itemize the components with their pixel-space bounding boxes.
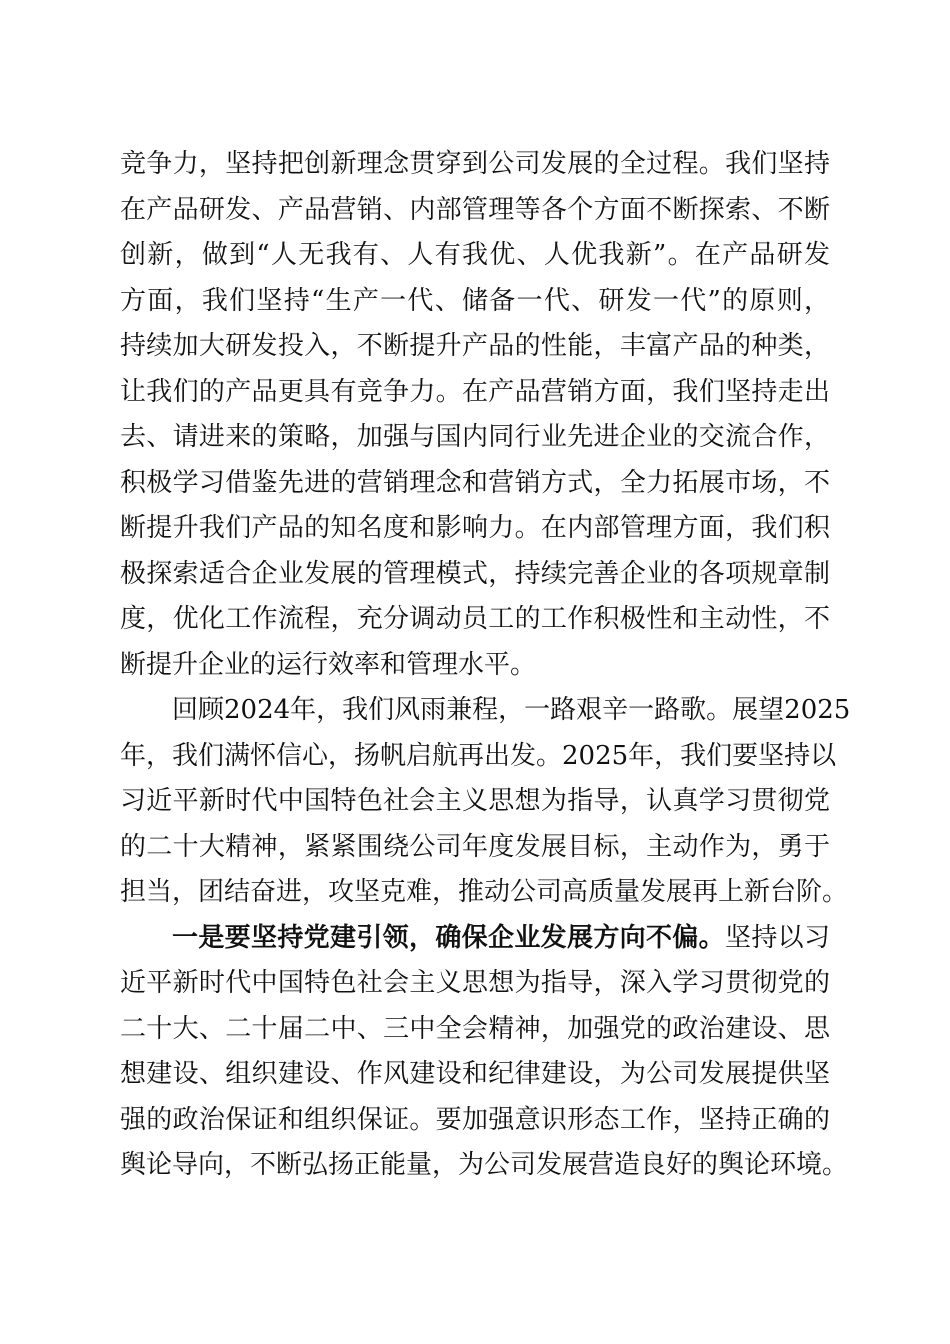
- text-line: 极探索适合企业发展的管理模式，持续完善企业的各项规章制: [120, 558, 830, 589]
- text-line: 想建设、组织建设、作风建设和纪律建设，为公司发展提供坚: [120, 1059, 830, 1089]
- text-line: 的二十大精神，紧紧围绕公司年度发展目标，主动作为，勇于: [120, 831, 830, 862]
- text-line: 去、请进来的策略，加强与国内同行业先进企业的交流合作，: [120, 422, 830, 452]
- text-line: [120, 916, 830, 962]
- text-line: 回顾2024年，我们风雨兼程，一路艰辛一路歌。展望2025: [172, 695, 851, 725]
- text-line: 持续加大研发投入，不断提升产品的性能，丰富产品的种类，: [120, 331, 830, 361]
- text-line: 积极学习借鉴先进的营销理念和营销方式，全力拓展市场，不: [120, 467, 830, 498]
- text-line: 度，优化工作流程，充分调动员工的工作积极性和主动性，不: [120, 604, 830, 634]
- section-heading: 一是要坚持党建引领，确保企业发展方向不偏。: [172, 922, 725, 953]
- text-line: 近平新时代中国特色社会主义思想为指导，深入学习贯彻党的: [120, 968, 830, 998]
- document-body: [120, 142, 851, 1189]
- text-line: 担当，团结奋进，攻坚克难，推动公司高质量发展再上新台阶。: [120, 877, 849, 907]
- text-line: 竞争力，坚持把创新理念贯穿到公司发展的全过程。我们坚持: [120, 149, 830, 179]
- text-line: 断提升企业的运行效率和管理水平。: [120, 649, 537, 680]
- text-line: 断提升我们产品的知名度和影响力。在内部管理方面，我们积: [120, 513, 830, 543]
- text-line: 舆论导向，不断弘扬正能量，为公司发展营造良好的舆论环境。: [120, 1150, 849, 1180]
- text-line: 习近平新时代中国特色社会主义思想为指导，认真学习贯彻党: [120, 786, 830, 816]
- heading-continuation: 坚持以习: [724, 922, 830, 953]
- text-line: 创新，做到“人无我有、人有我优、人优我新”。在产品研发: [120, 240, 830, 270]
- paragraph-review-outlook: [120, 688, 851, 916]
- text-line: 强的政治保证和组织保证。要加强意识形态工作，坚持正确的: [120, 1104, 830, 1135]
- text-line: 方面，我们坚持“生产一代、储备一代、研发一代”的原则，: [120, 285, 830, 316]
- paragraph-party-building: [120, 916, 849, 1189]
- text-line: 在产品研发、产品营销、内部管理等各个方面不断探索、不断: [120, 194, 830, 225]
- text-line: 年，我们满怀信心，扬帆启航再出发。2025年，我们要坚持以: [120, 740, 837, 771]
- text-line: 让我们的产品更具有竞争力。在产品营销方面，我们坚持走出: [120, 376, 830, 407]
- paragraph-innovation: [120, 142, 830, 688]
- text-line: 二十大、二十届二中、三中全会精神，加强党的政治建设、思: [120, 1013, 830, 1044]
